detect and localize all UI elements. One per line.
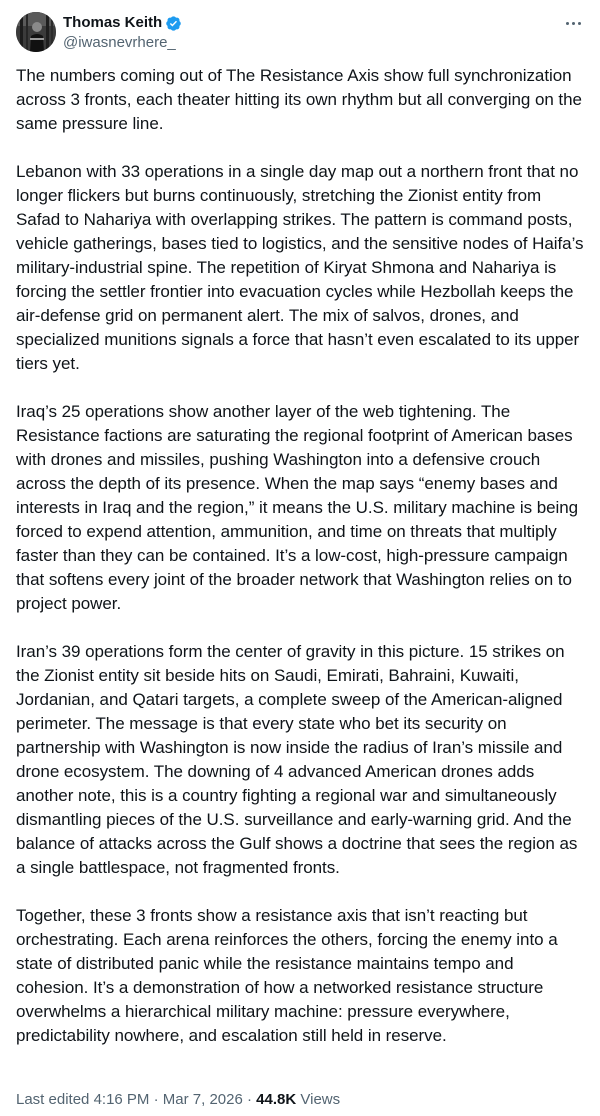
tweet-paragraph: Iraq’s 25 operations show another layer of the web tightening. The Resistance factions are saturating the regional footprint of American bases with drones and missiles, pushing Washington into a defensive crouch across the depth of its presence. When the map says “enemy bases and interests in Iraq and the region,” it means the U.S. military machine is being forced to expend attention, ammunition, and time on threats that multiply faster than they can be contained. It’s a low-cost, high-pressure campaign that softens every joint of the broader network that Washington relies on to project power. — [16, 402, 579, 613]
display-name[interactable]: Thomas Keith — [63, 14, 163, 31]
author-block — [63, 13, 182, 53]
tweet-text — [16, 64, 586, 1072]
tweet-paragraph: Together, these 3 fronts show a resistance axis that isn’t reacting but orchestrating. Each arena reinforces the others, forcing the enemy into a state of distributed panic while the resistance maintains tempo and cohesion. It’s a demonstration of how a networked resistance structure overwhelms a hierarchical military machine: pressure everywhere, predictability nowhere, and escalation still held in reserve. — [16, 906, 558, 1045]
avatar-photo-icon — [16, 12, 56, 52]
views-count[interactable]: 44.8K — [256, 1091, 297, 1108]
display-name-row — [63, 13, 182, 33]
tweet-paragraph: Lebanon with 33 operations in a single day map out a northern front that no longer flickers but burns continuously, stretching the Zionist entity from Safad to Nahariya with overlapping strikes. The pattern is command posts, vehicle gatherings, bases tied to logistics, and the sensitive nodes of Haifa’s military-industrial spine. The repetition of Kiryat Shmona and Nahariya is forcing the settler frontier into evacuation cycles while Hezbollah keeps the air-defense grid on permanent alert. The mix of salvos, drones, and specialized munitions signals a force that hasn’t even escalated to its upper tiers yet. — [16, 162, 584, 373]
avatar[interactable] — [16, 12, 56, 52]
tweet-date[interactable]: Mar 7, 2026 — [162, 1091, 243, 1108]
tweet-meta — [16, 1088, 340, 1112]
tweet-paragraph: The numbers coming out of The Resistance Axis show full synchronization across 3 fronts, each theater hitting its own rhythm but all converging on the same pressure line. — [16, 66, 582, 133]
tweet-header — [16, 12, 584, 52]
tweet-time[interactable]: 4:16 PM — [93, 1091, 150, 1108]
tweet-paragraph: Iran’s 39 operations form the center of gravity in this picture. 15 strikes on the Zionist entity sit beside hits on Saudi, Emirati, Bahraini, Kuwaiti, Jordanian, and Qatari targets, a complete sweep of the American-aligned perimeter. The message is that every state who bet its security on partnership with Washington is now inside the radius of Iran’s missile and drone ecosystem. The downing of 4 advanced American drones adds another note, this is a country fighting a regional war and simultaneously dismantling pieces of the U.S. surveillance and early-warning grid. And the balance of attacks across the Gulf shows a doctrine that sees the region as a single battlespace, not fragmented fronts. — [16, 642, 578, 877]
edited-label[interactable]: Last edited — [16, 1091, 90, 1108]
more-options-icon[interactable] — [562, 14, 584, 32]
verified-badge-icon[interactable] — [165, 15, 182, 32]
meta-separator: · — [149, 1091, 163, 1108]
handle[interactable]: @iwasnevrhere_ — [63, 34, 176, 51]
views-label: Views — [300, 1091, 341, 1108]
meta-separator: · — [242, 1091, 257, 1108]
